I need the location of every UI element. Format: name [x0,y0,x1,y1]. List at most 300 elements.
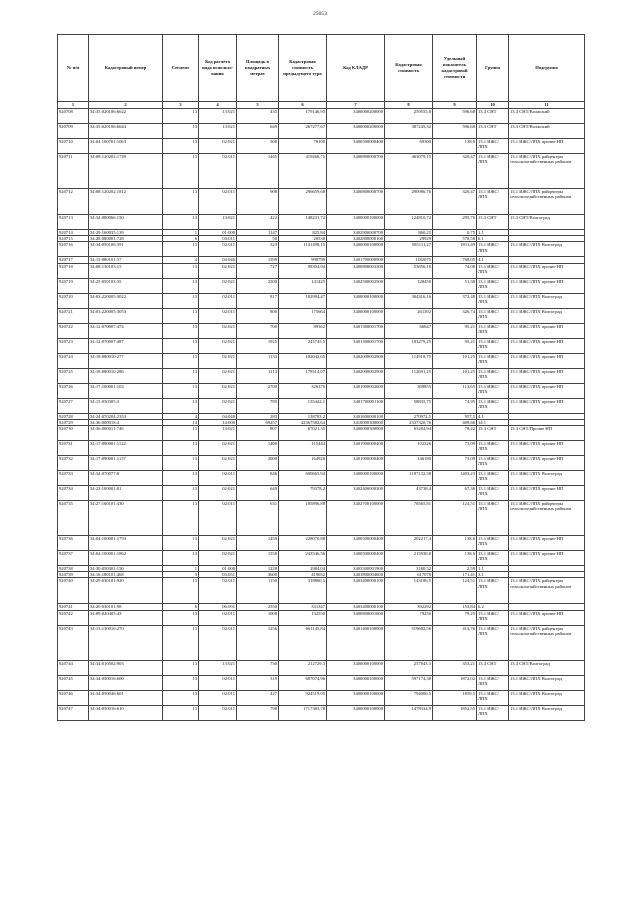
group: 6.1 [477,236,509,242]
kladr-code: 3401900002600 [327,383,385,398]
table-row [58,263,585,278]
kladr-code: 3400000100000 [327,215,385,230]
group: 13.1 ИЖС/ЛПХ [477,189,509,215]
subgroup: 13.1 ИЖС/ЛПХ прочие НП [509,323,585,338]
previous-value: 115444 [279,441,327,456]
segment: 6 [163,236,199,242]
previous-value: 179146,95 [279,109,327,124]
previous-value: 182042,65 [279,353,327,368]
table-row [58,536,585,551]
group: 13.1 ИЖС/ЛПХ [477,154,509,189]
group: 13.1 ИЖС/ЛПХ [477,625,509,660]
column-number: 1 [58,102,89,109]
row-index: 920733 [58,471,89,486]
previous-value: 245745,5 [279,338,327,353]
row-index: 920736 [58,536,89,551]
previous-value: 185896,88 [279,501,327,536]
group: 13.1 ИЖС/ЛПХ [477,551,509,566]
cadastral-value: 112691,25 [385,368,433,383]
group: 4.1 [477,413,509,419]
header-previous-value: Кадастровая стоимость предыдущего тура [279,35,327,102]
specific-value: 171,41 [433,572,477,578]
group: 1.1 [477,230,509,236]
area: 2550 [237,604,279,610]
subgroup: 13.1 ИЖС/ЛПХ прочие НП [509,486,585,501]
previous-value: 690665,94 [279,471,327,486]
cadastral-number: 34:03:220005:3053 [89,308,163,323]
kladr-code: 3400000100000 [327,293,385,308]
row-index: 920717 [58,257,89,263]
previous-value: 1141498,15 [279,242,327,257]
area: 800 [237,308,279,323]
row-index: 920730 [58,426,89,441]
area: 2500 [237,278,279,293]
previous-value: 296659,68 [279,189,327,215]
column-number: 5 [237,102,279,109]
specific-value: 596,68 [433,124,477,139]
group: 6.2 [477,604,509,610]
segment: 13 [163,551,199,566]
cadastral-number: 34:34:080066:150 [89,215,163,230]
usage-code: 13:021 [199,109,237,124]
row-index: 920728 [58,413,89,419]
subgroup: 13.1 ИЖС/ЛПХ прочие НП [509,441,585,456]
cadastral-number: 34:29:160035:139 [89,230,163,236]
kladr-code: 3401900000400 [327,441,385,456]
usage-code: 03:051 [199,572,237,578]
kladr-code: 3401300001700 [327,323,385,338]
group: 13.3 СНТ [477,109,509,124]
table-row [58,308,585,323]
kladr-code: 3400500000400 [327,536,385,551]
header-cadastral-number: Кадастровый номер [89,35,163,102]
usage-code: 02:011 [199,308,237,323]
group: 13.1 ИЖС/ЛПХ [477,323,509,338]
segment: 13 [163,139,199,154]
row-index: 920724 [58,353,89,368]
area: 283 [237,413,279,419]
cadastral-number: 34:34:050046:601 [89,690,163,705]
previous-value: 331347 [279,604,327,610]
segment: 1 [163,566,199,572]
cadastral-value: 860,25 [385,230,433,236]
segment: 13 [163,109,199,124]
subgroup: 13.1 ИЖС/ЛПХ райцентры сельскохозяйственных районов [509,501,585,536]
cadastral-value: 79250 [385,610,433,625]
cadastral-value: 183279,25 [385,338,433,353]
group: 13.1 ИЖС/ЛПХ [477,293,509,308]
specific-value: 138,6 [433,551,477,566]
usage-code: 02:021 [199,368,237,383]
area: 2700 [237,383,279,398]
group: 13.1 ИЖС/ЛПХ [477,501,509,536]
area: 700 [237,323,279,338]
specific-value: 2,59 [433,566,477,572]
usage-code: 02:021 [199,338,237,353]
table-row [58,368,585,383]
header-kladr-code: Код КЛАДР [327,35,385,102]
subgroup: 13.1 ИЖС/ЛПХ прочие НП [509,536,585,551]
usage-code: 03:011 [199,236,237,242]
kladr-code: 3400000200000 [327,109,385,124]
area: 1445 [237,154,279,189]
column-number: 3 [163,102,199,109]
area: 3600 [237,572,279,578]
cadastral-value: 257843,3 [385,660,433,675]
group: 13.1 ИЖС/ЛПХ [477,139,509,154]
kladr-code: 3400000100000 [327,705,385,720]
cadastral-number: 34:15:030305:3 [89,398,163,413]
kladr-code: 3401900000400 [327,456,385,471]
kladr-code: 3402900000700 [327,230,385,236]
row-index: 920746 [58,690,89,705]
segment: 13 [163,215,199,230]
group: 13.1 ИЖС/ЛПХ [477,353,509,368]
table-row [58,690,585,705]
cadastral-value: 617076 [385,572,433,578]
segment: 13 [163,124,199,139]
usage-code: 02:011 [199,578,237,604]
specific-value: 113,65 [433,383,477,398]
area: 500 [237,139,279,154]
cadastral-number: 34:23:100001:81 [89,486,163,501]
kladr-code: 3402500002500 [327,278,385,293]
usage-code: 02:021 [199,353,237,368]
cadastral-value: 463079,15 [385,154,433,189]
subgroup: 13.1 ИЖС/ЛПХ Волгоград [509,471,585,486]
cadastral-value: 53856,16 [385,263,433,278]
cadastral-number: 34:35:020106:6644 [89,124,163,139]
table-row [58,398,585,413]
cadastral-number: 34:04:100001:1862 [89,551,163,566]
table-row [58,705,585,720]
specific-value: 67,36 [433,486,477,501]
previous-value: 148231,72 [279,215,327,230]
usage-code: 02:011 [199,501,237,536]
previous-value: 78100 [279,139,327,154]
cadastral-number: 34:18:080010:277 [89,353,163,368]
cadastral-number: 34:15:080101:37 [89,257,163,263]
cadastral-value: 43738,4 [385,486,433,501]
specific-value: 73,09 [433,456,477,471]
area: 1228 [237,566,279,572]
column-number-row [58,102,585,109]
kladr-code: 3402000002900 [327,353,385,368]
segment: 13 [163,368,199,383]
group: 13.3 СНТ [477,215,509,230]
kladr-code: 3402800000100 [327,236,385,242]
group: 14.1 [477,419,509,425]
usage-code: 02:011 [199,675,237,690]
specific-value: 95,21 [433,338,477,353]
cadastral-number: 34:04:100001:1793 [89,536,163,551]
area: 649 [237,124,279,139]
specific-value: 1403,23 [433,471,477,486]
usage-code: 02:021 [199,263,237,278]
subgroup: 13.1 ИЖС/ЛПХ прочие НП [509,383,585,398]
previous-value: 924519,05 [279,690,327,705]
cadastral-value: 1187132,58 [385,471,433,486]
specific-value: 138,6 [433,139,477,154]
area: 1000 [237,610,279,625]
specific-value: 1859,5 [433,690,477,705]
cadastral-value: 261392 [385,308,433,323]
row-index: 920719 [58,278,89,293]
previous-value: 164920 [279,456,327,471]
row-index: 920739 [58,572,89,578]
previous-value: 79378,2 [279,486,327,501]
kladr-code: 3403400000100 [327,578,385,604]
segment: 13 [163,610,199,625]
cadastral-value: 1478334,9 [385,705,433,720]
previous-value: 89362 [279,323,327,338]
row-index: 920741 [58,604,89,610]
usage-code: 02:011 [199,705,237,720]
header-area: Площадь в квадратных метрах [237,35,279,102]
cadastral-number: 34:34:070077:8 [89,471,163,486]
cadastral-value: 66647 [385,323,433,338]
area: 2000 [237,456,279,471]
subgroup: 13.1 ИЖС/ЛПХ прочие НП [509,368,585,383]
specific-value: 138,6 [433,536,477,551]
group: 13.1 ИЖС/ЛПХ [477,242,509,257]
cadastral-value: 78565,81 [385,501,433,536]
cadastral-value: 58835,75 [385,398,433,413]
previous-value: 138783,2 [279,413,327,419]
group: 3.1 [477,572,509,578]
group: 13.1 ИЖС/ЛПХ [477,383,509,398]
cadastral-number: 34:13:130016:270 [89,625,163,660]
table-row [58,610,585,625]
kladr-code: 3400500000400 [327,139,385,154]
table-row [58,278,585,293]
previous-value: 243546,56 [279,551,327,566]
specific-value: 326,74 [433,308,477,323]
segment: 13 [163,154,199,189]
kladr-code: 3401800004600 [327,572,385,578]
cadastral-value: 2337320,76 [385,419,433,425]
cadastral-value: 304316,16 [385,293,433,308]
subgroup: 13.3 СНТ/Волгоград [509,215,585,230]
cadastral-number: 34:24:070204:2353 [89,413,163,419]
specific-value: 413,76 [433,625,477,660]
kladr-code: 3400000100000 [327,675,385,690]
group: 13.1 ИЖС/ЛПХ [477,456,509,471]
row-index: 920715 [58,236,89,242]
group: 13.1 ИЖС/ЛПХ [477,705,509,720]
area: 1147 [237,230,279,236]
area: 1558 [237,551,279,566]
cadastral-number: 34:12:070007:474 [89,323,163,338]
cadastral-value: 585111,27 [385,242,433,257]
segment: 13 [163,189,199,215]
usage-code: 02:021 [199,323,237,338]
subgroup: 13.1 ИЖС/ЛПХ прочие НП [509,610,585,625]
table-row [58,501,585,536]
usage-code: 02:011 [199,293,237,308]
page-number: 25053 [313,11,327,17]
previous-value: 212729,3 [279,660,327,675]
usage-code: 02:021 [199,383,237,398]
subgroup: 13.1 ИЖС/ЛПХ Волгоград [509,242,585,257]
row-index: 920716 [58,242,89,257]
subgroup: 13.1 ИЖС/ЛПХ Волгоград [509,308,585,323]
table-row [58,578,585,604]
specific-value: 1852,55 [433,705,477,720]
segment: 13 [163,323,199,338]
usage-code: 13:021 [199,660,237,675]
usage-code: 02:021 [199,441,237,456]
row-index: 920709 [58,124,89,139]
cadastral-number: 34:34:050106:391 [89,242,163,257]
cadastral-value: 114918,75 [385,353,433,368]
usage-code: 02:021 [199,398,237,413]
table-row [58,353,585,368]
row-index: 920731 [58,441,89,456]
table-row [58,486,585,501]
kladr-code: 3400000100000 [327,471,385,486]
area: 631 [237,501,279,536]
previous-value: 42367582,64 [279,419,327,425]
previous-value: 141425 [279,278,327,293]
segment: 6 [163,604,199,610]
subgroup: 13.1 ИЖС/ЛПХ райцентры сельскохозяйственных районов [509,189,585,215]
row-index: 920713 [58,215,89,230]
kladr-code: 3400000100000 [327,308,385,323]
table-row [58,551,585,566]
table-row [58,338,585,353]
column-number: 2 [89,102,163,109]
header-subgroup: Подгруппа [509,35,585,102]
segment: 13 [163,398,199,413]
cadastral-value: 794006,5 [385,690,433,705]
table-row [58,242,585,257]
kladr-code: 3402000002900 [327,368,385,383]
row-index: 920722 [58,323,89,338]
subgroup: 13.1 ИЖС/ЛПХ Волгоград [509,690,585,705]
row-index: 920711 [58,154,89,189]
segment: 3 [163,572,199,578]
group: 13.1 ИЖС/ЛПХ [477,441,509,456]
cadastral-number: 34:34:010502:903 [89,660,163,675]
cadastral-value: 69300 [385,139,433,154]
previous-value: 182994,47 [279,293,327,308]
usage-code: 02:011 [199,471,237,486]
area: 69257 [237,419,279,425]
column-number: 11 [509,102,585,109]
row-index: 920743 [58,625,89,660]
specific-value: 124,51 [433,578,477,604]
cadastral-number: 34:09:020405:43 [89,610,163,625]
cadastral-value: 124810,72 [385,215,433,230]
area: 730 [237,660,279,675]
usage-code: 02:021 [199,486,237,501]
group: 1.1 [477,566,509,572]
group: 13.1 ИЖС/ЛПХ [477,338,509,353]
column-number: 7 [327,102,385,109]
row-index: 920714 [58,230,89,236]
segment: 4 [163,257,199,263]
area: 422 [237,215,279,230]
cadastral-number: 34:36:000018:4 [89,419,163,425]
usage-code: 02:021 [199,551,237,566]
specific-value: 51,38 [433,278,477,293]
area: 727 [237,263,279,278]
previous-value: 132550 [279,610,327,625]
area: 807 [237,426,279,441]
row-index: 920721 [58,308,89,323]
kladr-code: 3410000300000 [327,419,385,425]
specific-value: 153,84 [433,604,477,610]
specific-value: 1872,02 [433,675,477,690]
specific-value: 78,42 [433,426,477,441]
previous-value: 135442,1 [279,398,327,413]
kladr-code: 3400800000700 [327,189,385,215]
segment: 14 [163,419,199,425]
row-index: 920726 [58,383,89,398]
segment: 13 [163,625,199,660]
cadastral-value: 128450 [385,278,433,293]
area: 1113 [237,368,279,383]
specific-value: 957,5 [433,413,477,419]
area: 817 [237,293,279,308]
cadastral-value: 215938,8 [385,551,433,566]
table-row [58,383,585,398]
specific-value: 74,08 [433,263,477,278]
specific-value: 1811,49 [433,242,477,257]
row-index: 920723 [58,338,89,353]
table-row [58,109,585,124]
table-row [58,215,585,230]
cadastral-number: 34:30:050301:150 [89,566,163,572]
row-index: 920732 [58,456,89,471]
specific-value: 124,51 [433,501,477,536]
table-row [58,456,585,471]
group: 13.1 ИЖС/ЛПХ [477,278,509,293]
segment: 13 [163,675,199,690]
specific-value: 95,21 [433,323,477,338]
column-number: 9 [433,102,477,109]
subgroup: 13.1 ИЖС/ЛПХ прочие НП [509,338,585,353]
segment: 13 [163,293,199,308]
area: 1459 [237,536,279,551]
area: 1150 [237,578,279,604]
segment: 4 [163,413,199,419]
specific-value: 320,47 [433,154,477,189]
group: 13.3 СНТ [477,660,509,675]
row-index: 920747 [58,705,89,720]
column-number: 8 [385,102,433,109]
cadastral-number: 34:16:180101:468 [89,572,163,578]
table-body [58,109,585,721]
specific-value: 578,58 [433,236,477,242]
area: 1925 [237,338,279,353]
previous-value: 825,84 [279,230,327,236]
specific-value: 353,21 [433,660,477,675]
subgroup: 13.3 СНТ/Волжский [509,124,585,139]
area: 435 [237,109,279,124]
cadastral-number: 34:35:020106:6622 [89,109,163,124]
table-row [58,660,585,675]
usage-code: 02:011 [199,690,237,705]
header-cadastral-value: Кадастровая стоимость [385,35,433,102]
table-row [58,189,585,215]
row-index: 920740 [58,578,89,604]
subgroup: 13.1 ИЖС/ЛПХ прочие НП [509,551,585,566]
area: 50 [237,236,279,242]
usage-code: 02:011 [199,610,237,625]
subgroup: 13.3 СНТ/Волжский [509,109,585,124]
